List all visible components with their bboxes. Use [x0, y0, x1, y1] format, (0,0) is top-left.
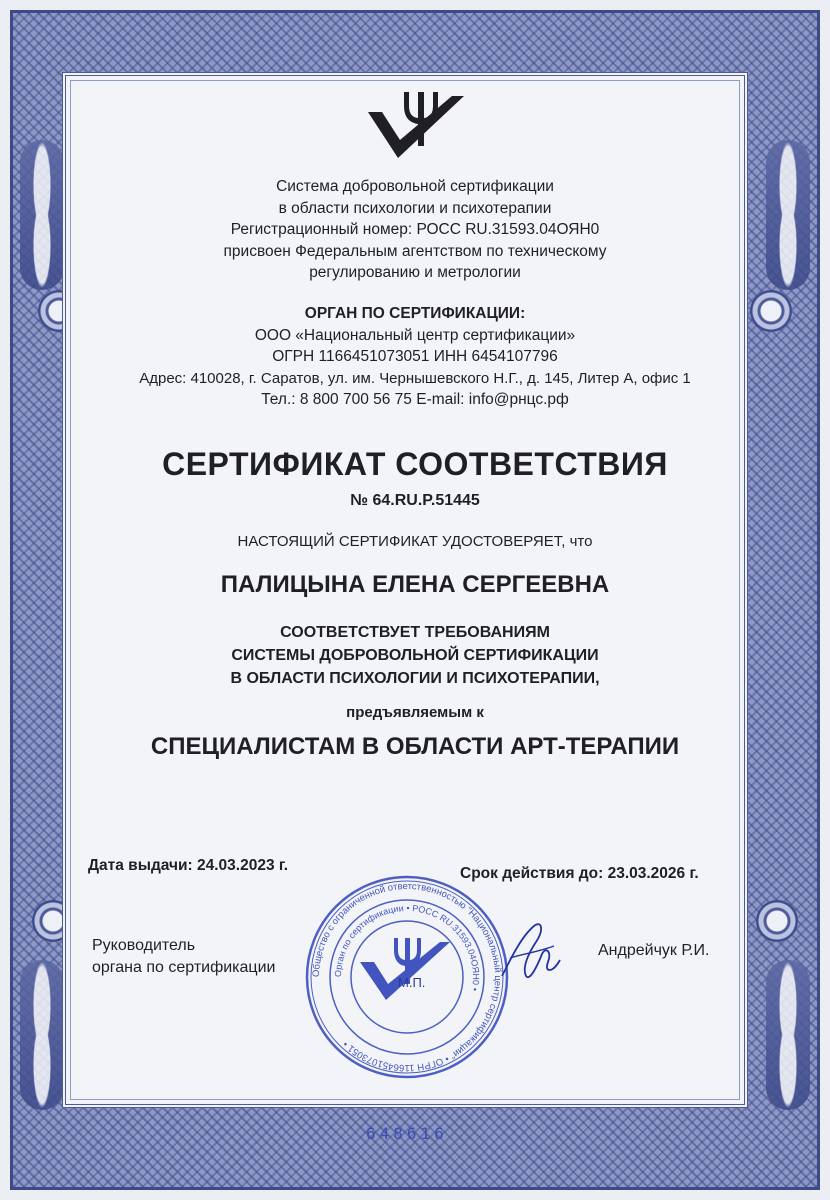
certification-body-line: Адрес: 410028, г. Саратов, ул. им. Чернышевского Н.Г., д. 145, Литер А, офис 1 — [139, 369, 691, 387]
certification-body-heading: ОРГАН ПО СЕРТИФИКАЦИИ: — [304, 305, 526, 322]
head-label-line: органа по сертификации — [92, 959, 276, 976]
serial-number: 648616 — [366, 1124, 448, 1143]
certification-body-line: Тел.: 8 800 700 56 75 E-mail: info@рнцс.рф — [261, 391, 569, 408]
system-info-line: Регистрационный номер: РОСС RU.31593.04ОЯН0 — [230, 221, 600, 238]
certifies-text: НАСТОЯЩИЙ СЕРТИФИКАТ УДОСТОВЕРЯЕТ, что — [237, 533, 593, 550]
system-info-line: присвоен Федеральным агентством по техническому — [223, 242, 607, 260]
compliance-text — [0, 621, 830, 690]
ornament-left-bottom — [20, 960, 64, 1110]
certificate-number: № 64.RU.P.51445 — [350, 492, 480, 509]
ornament-right-bottom — [766, 960, 810, 1110]
compliance-line: СИСТЕМЫ ДОБРОВОЛЬНОЙ СЕРТИФИКАЦИИ — [231, 647, 599, 664]
system-info-line: Система добровольной сертификации — [276, 178, 554, 195]
stamp-inner-text: Орган по сертификации • РОСС RU.31593.04ОЯН0 • — [332, 902, 482, 992]
corner-rosette-bottom-right — [756, 900, 798, 942]
holder-name: ПАЛИЦЫНА ЕЛЕНА СЕРГЕЕВНА — [220, 571, 610, 598]
stamp-placeholder-label: М.П. — [398, 975, 426, 990]
certificate-title: СЕРТИФИКАТ СООТВЕТСТВИЯ — [162, 446, 668, 482]
compliance-line: СООТВЕТСТВУЕТ ТРЕБОВАНИЯМ — [280, 624, 550, 641]
certification-body-line: ОГРН 1166451073051 ИНН 6454107796 — [272, 348, 558, 365]
stamp-outer-text: Общество с ограниченной ответственностью "Национальный центр сертификации" • ОГРН 1166451073051 • — [310, 880, 504, 1074]
compliance-line: В ОБЛАСТИ ПСИХОЛОГИИ И ПСИХОТЕРАПИИ, — [230, 670, 600, 687]
handwritten-signature — [492, 916, 568, 986]
valid-until-date: Срок действия до: 23.03.2026 г. — [460, 865, 699, 882]
signer-name: Андрейчук Р.И. — [598, 942, 710, 959]
system-info-line: в области психологии и психотерапии — [278, 199, 552, 217]
specialty-title: СПЕЦИАЛИСТАМ В ОБЛАСТИ АРТ-ТЕРАПИИ — [150, 733, 680, 760]
stamp-psi-icon — [360, 938, 450, 1000]
certification-body-info — [0, 303, 830, 411]
psi-logo-icon — [360, 88, 470, 168]
presented-text: предъявляемым к — [346, 704, 484, 721]
system-info — [0, 176, 830, 284]
certification-body-line: ООО «Национальный центр сертификации» — [254, 326, 576, 344]
head-label-line: Руководитель — [92, 937, 196, 954]
issue-date: Дата выдачи: 24.03.2023 г. — [88, 857, 289, 874]
system-info-line: регулированию и метрологии — [309, 264, 521, 281]
head-of-body-label — [92, 935, 275, 979]
